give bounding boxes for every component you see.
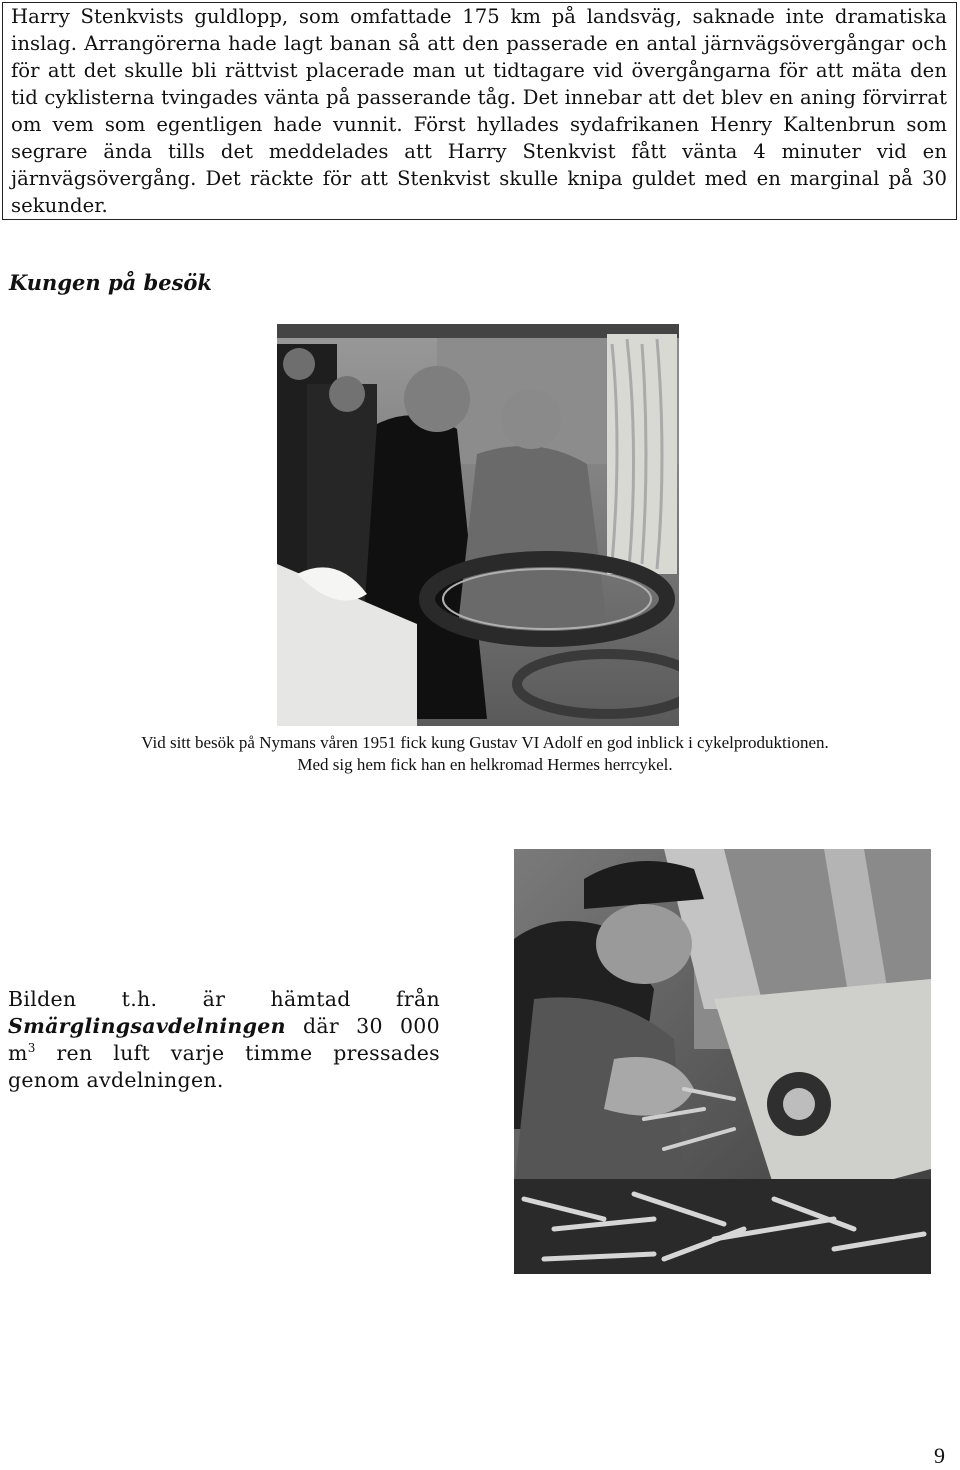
side-text-superscript: 3 xyxy=(27,1041,36,1055)
section-heading: Kungen på besök xyxy=(9,270,212,295)
side-text-department: Smärglingsavdelningen xyxy=(8,1014,286,1038)
side-text-middle: där 30 000 m xyxy=(8,1014,440,1065)
photo-grinding-department xyxy=(514,849,931,1274)
side-text-grinding xyxy=(8,986,440,1094)
photo-caption-king: Vid sitt besök på Nymans våren 1951 fick kung Gustav VI Adolf en god inblick i cykelproduktionen. Med sig hem fick han en helkromad Hermes herrcykel. xyxy=(141,733,829,774)
box-paragraph: Harry Stenkvists guldlopp, som omfattade 175 km på landsväg, saknade inte dramatiska inslag. Arrangörerna hade lagt banan så att den passerade en antal järnvägsövergångar och för att det skulle bli rättvist placerade man ut tidtagare vid övergångarna för att mäta den tid cyklisterna tvingades vänta på passerande tåg. Det innebar att det blev en aning förvirrat om vem som egentligen hade vunnit. Först hyllades sydafrikanen Henry Kaltenbrun som segrare ända tills det meddelades att Harry Stenkvist fått vänta 4 minuter vid en järnvägsövergång. Det räckte för att Stenkvist skulle knipa guldet med en marginal på 30 sekunder. xyxy=(11,5,947,217)
article-text-box xyxy=(2,2,957,220)
side-text-before: Bilden t.h. är hämtad från xyxy=(8,987,440,1011)
photo-king-visit xyxy=(277,324,679,726)
page-number: 9 xyxy=(934,1443,945,1468)
side-text-after: ren luft varje timme pressades genom avdelningen. xyxy=(8,1041,440,1092)
